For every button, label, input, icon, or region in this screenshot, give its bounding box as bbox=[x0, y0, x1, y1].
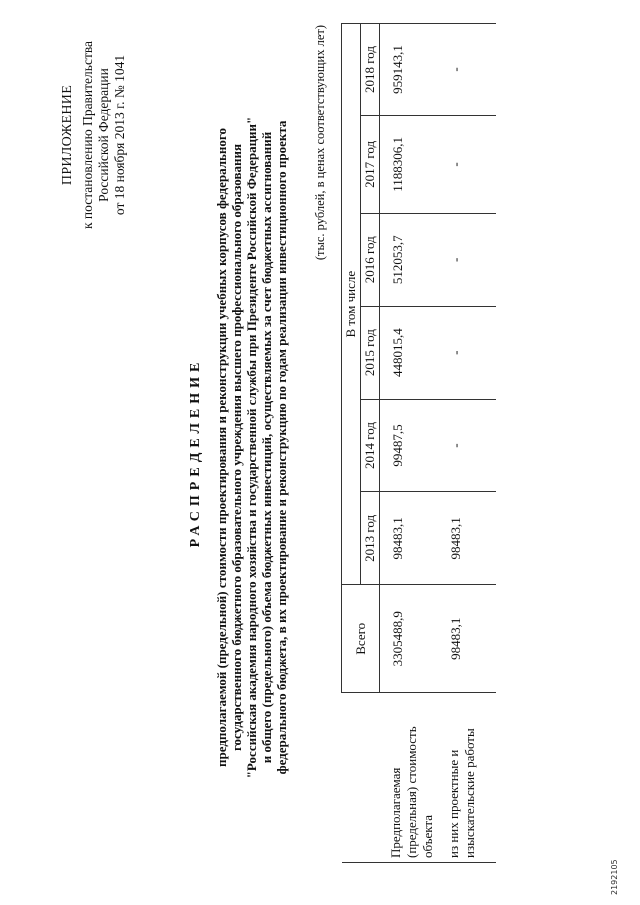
appendix-line-2: Российской Федерации bbox=[96, 68, 111, 202]
appendix-line-1: к постановлению Правительства bbox=[80, 40, 95, 230]
label-header-cell bbox=[342, 693, 380, 863]
row-label: Предполагаемая (предельная) стоимость объекта bbox=[380, 693, 438, 863]
table-row bbox=[438, 24, 496, 863]
row-value: 448015,4 bbox=[380, 306, 438, 399]
document-subtitle bbox=[214, 110, 289, 785]
row-value: - bbox=[438, 24, 496, 116]
total-header: Всего bbox=[342, 585, 380, 693]
row-value: 98483,1 bbox=[380, 492, 438, 585]
document-title: РАСПРЕДЕЛЕНИЕ bbox=[188, 357, 203, 548]
year-header-2016: 2016 год bbox=[361, 213, 380, 306]
row-value: 959143,1 bbox=[380, 24, 438, 116]
subtitle-line-1: предполагаемой (предельной) стоимости проектирования и реконструкции учебных корпусов федерального bbox=[214, 128, 229, 767]
row-total: 98483,1 bbox=[438, 585, 496, 693]
table-row bbox=[380, 24, 438, 863]
year-header-2017: 2017 год bbox=[361, 115, 380, 213]
row-value: 512053,7 bbox=[380, 213, 438, 306]
year-header-2013: 2013 год bbox=[361, 492, 380, 585]
year-header-2018: 2018 год bbox=[361, 24, 380, 116]
row-value: - bbox=[438, 115, 496, 213]
units-note: (тыс. рублей, в ценах соответствующих лет) bbox=[313, 25, 327, 261]
group-header: В том числе bbox=[342, 24, 361, 585]
subtitle-line-3: "Российская академия народного хозяйства и государственной службы при Президенте Российской Федерации" bbox=[244, 116, 259, 779]
row-value: - bbox=[438, 399, 496, 492]
distribution-table bbox=[341, 23, 496, 863]
row-value: - bbox=[438, 213, 496, 306]
row-total: 3305488,9 bbox=[380, 585, 438, 693]
row-value: - bbox=[438, 306, 496, 399]
subtitle-line-2: государственного бюджетного образовательного учреждения высшего профессионального образования bbox=[229, 143, 244, 752]
year-header-2015: 2015 год bbox=[361, 306, 380, 399]
row-value: 1188306,1 bbox=[380, 115, 438, 213]
year-header-2014: 2014 год bbox=[361, 399, 380, 492]
subtitle-line-5: федерального бюджета, в их проектирование и реконструкцию по годам реализации инвестиционного проекта bbox=[274, 120, 289, 775]
appendix-header: ПРИЛОЖЕНИЕ bbox=[60, 84, 75, 186]
subtitle-line-4: и общего (предельного) объема бюджетных инвестиций, осуществляемых за счет бюджетных ассигнований bbox=[259, 131, 274, 764]
document-stamp: 2192105 bbox=[610, 859, 619, 895]
row-label: из них проектные и изыскательские работы bbox=[438, 693, 496, 863]
appendix-line-3: от 18 ноября 2013 г. № 1041 bbox=[112, 54, 127, 216]
row-value: 99487,5 bbox=[380, 399, 438, 492]
row-value: 98483,1 bbox=[438, 492, 496, 585]
appendix-block bbox=[60, 25, 128, 245]
